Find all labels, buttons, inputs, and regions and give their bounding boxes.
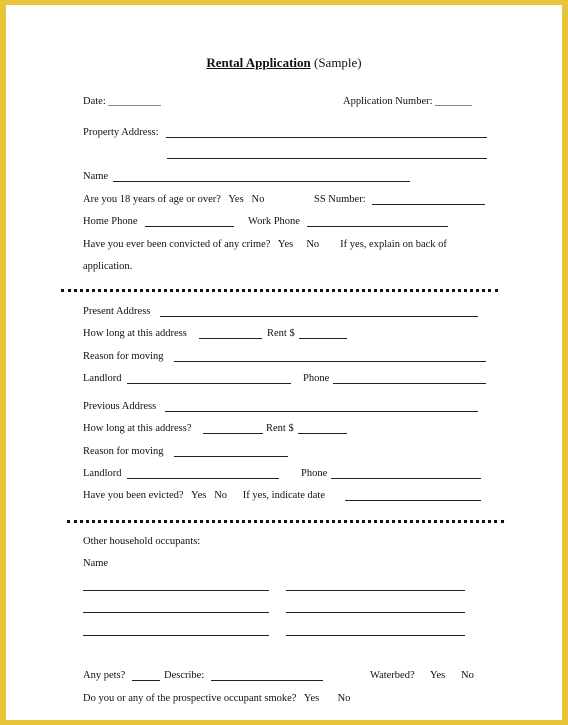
application-sheet <box>6 5 562 720</box>
reason-moving-label-1: Reason for moving <box>83 351 164 362</box>
present-address-line[interactable] <box>160 316 478 317</box>
landlord-label-2: Landlord <box>83 468 122 479</box>
convicted-question: Have you ever been convicted of any crime? Yes No If yes, explain on back of <box>83 239 447 250</box>
property-address-label: Property Address: <box>83 127 159 138</box>
home-phone-label: Home Phone <box>83 216 138 227</box>
phone-label-1: Phone <box>303 373 330 384</box>
ss-number-label: SS Number: <box>314 194 366 205</box>
pets-line[interactable] <box>132 680 160 681</box>
rent-label-1: Rent $ <box>267 328 295 339</box>
home-phone-line[interactable] <box>145 226 234 227</box>
age-question: Are you 18 years of age or over? Yes No <box>83 194 265 205</box>
phone-label-2: Phone <box>301 468 328 479</box>
ss-number-line[interactable] <box>372 204 485 205</box>
landlord-label-1: Landlord <box>83 373 122 384</box>
present-address-label: Present Address <box>83 306 151 317</box>
evicted-question: Have you been evicted? Yes No If yes, indicate date <box>83 490 326 501</box>
occupant-line-left-3[interactable] <box>83 635 269 636</box>
occupant-line-right-3[interactable] <box>286 635 465 636</box>
landlord-line-1[interactable] <box>127 383 291 384</box>
date-field[interactable]: Date: __________ <box>83 96 161 107</box>
work-phone-label: Work Phone <box>248 216 300 227</box>
title-suffix: (Sample) <box>310 55 362 70</box>
phone-line-2[interactable] <box>331 478 481 479</box>
occupant-line-left-1[interactable] <box>83 590 269 591</box>
eviction-date-line[interactable] <box>345 500 481 501</box>
occupant-name-label: Name <box>83 558 109 569</box>
reason-moving-line-1[interactable] <box>174 361 486 362</box>
occupant-line-left-2[interactable] <box>83 612 269 613</box>
section-divider-2 <box>67 520 504 523</box>
rent-line-2[interactable] <box>298 433 347 434</box>
describe-label: Describe: <box>164 670 205 681</box>
reason-moving-line-2[interactable] <box>174 456 288 457</box>
phone-line-1[interactable] <box>333 383 486 384</box>
reason-moving-label-2: Reason for moving <box>83 446 164 457</box>
application-number-field[interactable]: Application Number: _______ <box>343 96 472 107</box>
rent-label-2: Rent $ <box>266 423 294 434</box>
describe-line[interactable] <box>211 680 323 681</box>
name-label: Name <box>83 171 109 182</box>
rent-line-1[interactable] <box>299 338 347 339</box>
smoke-question: Do you or any of the prospective occupant smoke? Yes No <box>83 693 351 704</box>
title-main: Rental Application <box>206 55 311 70</box>
section-divider-1 <box>61 289 498 292</box>
name-line[interactable] <box>113 181 410 182</box>
form-title <box>6 55 562 70</box>
property-address-line-1[interactable] <box>166 137 487 138</box>
landlord-line-2[interactable] <box>127 478 279 479</box>
how-long-label-2: How long at this address? <box>83 423 192 434</box>
waterbed-question: Waterbed? Yes No <box>370 670 474 681</box>
occupant-line-right-2[interactable] <box>286 612 465 613</box>
property-address-line-2[interactable] <box>167 158 487 159</box>
how-long-line-1[interactable] <box>199 338 262 339</box>
work-phone-line[interactable] <box>307 226 448 227</box>
previous-address-line[interactable] <box>165 411 478 412</box>
how-long-line-2[interactable] <box>203 433 263 434</box>
how-long-label-1: How long at this address <box>83 328 187 339</box>
previous-address-label: Previous Address <box>83 401 157 412</box>
convicted-continuation: application. <box>83 261 133 272</box>
pets-label: Any pets? <box>83 670 126 681</box>
occupant-line-right-1[interactable] <box>286 590 465 591</box>
other-occupants-label: Other household occupants: <box>83 536 201 547</box>
